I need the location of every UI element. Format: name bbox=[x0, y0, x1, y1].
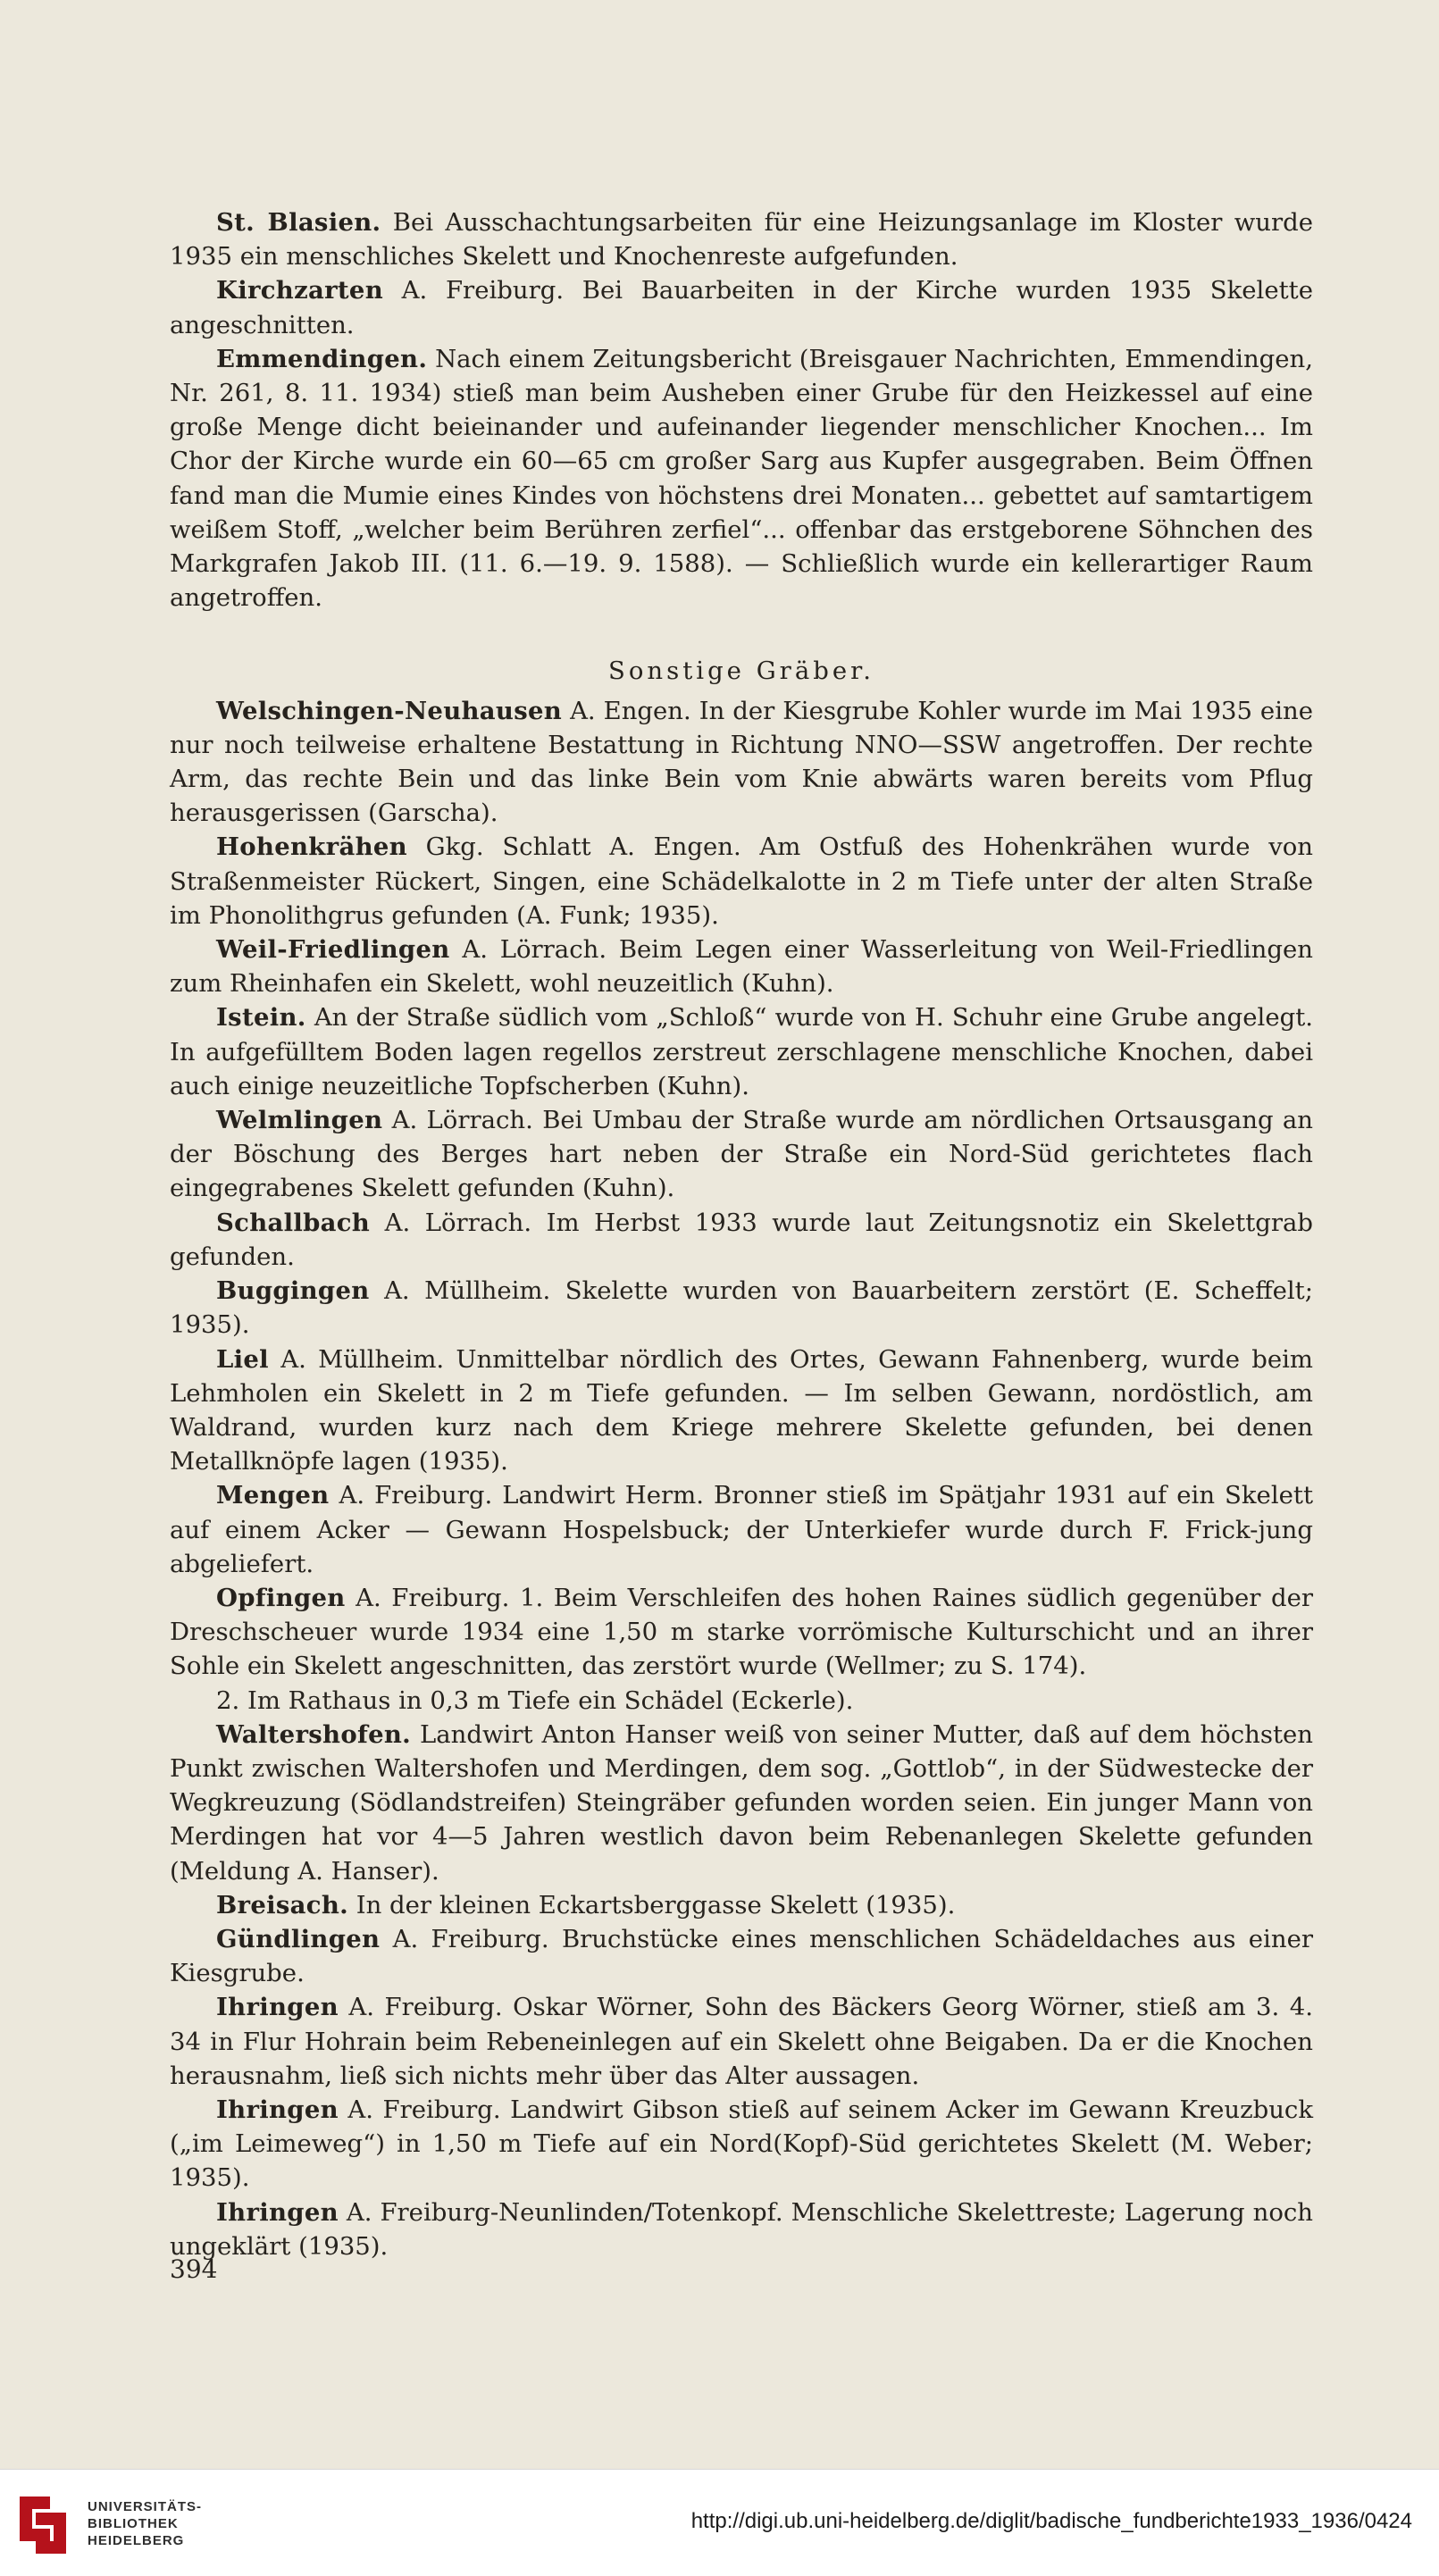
entry-text: A. Freiburg. Bruchstücke eines menschlichen Schädeldaches aus einer Kiesgrube. bbox=[170, 1924, 1313, 1988]
entry-paragraph bbox=[170, 1922, 1313, 1990]
entry-paragraph bbox=[170, 2093, 1313, 2195]
entry-text: A. Freiburg. Oskar Wörner, Sohn des Bäckers Georg Wörner, stieß am 3. 4. 34 in Flur Hohrain beim Rebeneinlegen auf ein Skelett ohne Beigaben. Da er die Knochen herausnahm, ließ sich nichts mehr über das Alter aussagen. bbox=[170, 1993, 1313, 2090]
entry-place-name: Emmendingen. bbox=[216, 344, 428, 373]
entry-place-name: Opfingen bbox=[216, 1583, 346, 1612]
entry-place-name: Ihringen bbox=[216, 1993, 339, 2022]
entry-place-name: Weil-Friedlingen bbox=[216, 935, 450, 965]
entry-place-name: Waltershofen. bbox=[216, 1719, 412, 1749]
entry-paragraph bbox=[170, 1990, 1313, 2093]
entry-place-name: Liel bbox=[216, 1344, 269, 1374]
entry-place-name: Mengen bbox=[216, 1481, 330, 1510]
entry-paragraph bbox=[170, 273, 1313, 341]
entry-paragraph bbox=[170, 342, 1313, 615]
entry-paragraph bbox=[170, 1581, 1313, 1684]
entry-place-name: Ihringen bbox=[216, 2197, 339, 2227]
logo-line: HEIDELBERG bbox=[88, 2533, 185, 2548]
entry-text: A. Freiburg. Landwirt Herm. Bronner stieß im Spätjahr 1931 auf ein Skelett auf einem Acker — Gewann Hospelsbuck; der Unterkiefer wurde durch F. Frick-jung abgeliefert. bbox=[170, 1481, 1313, 1578]
entry-place-name: Breisach. bbox=[216, 1890, 348, 1919]
entry-text: 2. Im Rathaus in 0,3 m Tiefe ein Schädel (Eckerle). bbox=[216, 1685, 854, 1715]
entry-place-name: Welmlingen bbox=[216, 1106, 383, 1135]
entry-place-name: Welschingen-Neuhausen bbox=[216, 696, 563, 725]
entry-place-name: Hohenkrähen bbox=[216, 832, 407, 862]
entry-paragraph bbox=[170, 205, 1313, 273]
entry-paragraph bbox=[170, 1684, 1313, 1718]
entry-paragraph bbox=[170, 1342, 1313, 1479]
library-logo[interactable] bbox=[14, 2489, 389, 2561]
university-library-logo-icon bbox=[14, 2489, 71, 2561]
entry-text: A. Freiburg. Bei Bauarbeiten in der Kirche wurden 1935 Skelette angeschnitten. bbox=[170, 276, 1313, 339]
entry-paragraph bbox=[170, 933, 1313, 1000]
entry-text: Landwirt Anton Hanser weiß von seiner Mutter, daß auf dem höchsten Punkt zwischen Waltershofen und Merdingen, dem sog. „Gottlob“, in der Südwestecke der Wegkreuzung (Södlandstreifen) Steingräber gefunden worden seien. Ein junger Mann von Merdingen hat vor 4—5 Jahren westlich davon beim Rebenanlegen Skelette gefunden (Meldung A. Hanser). bbox=[170, 1719, 1313, 1886]
entry-text: A. Lörrach. Bei Umbau der Straße wurde am nördlichen Ortsausgang an der Böschung des Berges hart neben der Straße ein Nord-Süd gerichtetes flach eingegrabenes Skelett gefunden (Kuhn). bbox=[170, 1106, 1313, 1203]
entry-text: A. Freiburg. 1. Beim Verschleifen des hohen Raines südlich gegenüber der Dreschscheuer wurde 1934 eine 1,50 m starke vorrömische Kulturschicht und an ihrer Sohle ein Skelett angeschnitten, das zerstört wurde (Wellmer; zu S. 174). bbox=[170, 1583, 1313, 1681]
entry-paragraph bbox=[170, 1274, 1313, 1342]
entry-paragraph bbox=[170, 1718, 1313, 1888]
entry-paragraph bbox=[170, 1478, 1313, 1581]
entry-text: A. Freiburg. Landwirt Gibson stieß auf seinem Acker im Gewann Kreuzbuck („im Leimeweg“) in 1,50 m Tiefe auf ein Nord(Kopf)-Süd gerichtetes Skelett (M. Weber; 1935). bbox=[170, 2095, 1313, 2193]
logo-text bbox=[88, 2498, 202, 2549]
entry-place-name: St. Blasien. bbox=[216, 208, 381, 237]
entry-place-name: Kirchzarten bbox=[216, 276, 383, 305]
entry-text: Gkg. Schlatt A. Engen. Am Ostfuß des Hohenkrähen wurde von Straßenmeister Rückert, Singen, eine Schädelkalotte in 2 m Tiefe unter der alten Straße im Phonolithgrus gefunden (A. Funk; 1935). bbox=[170, 832, 1313, 930]
entry-text: A. Müllheim. Unmittelbar nördlich des Ortes, Gewann Fahnenberg, wurde beim Lehmholen ein Skelett in 2 m Tiefe gefunden. — Im selben Gewann, nordöstlich, am Waldrand, wurden kurz nach dem Kriege mehrere Skelette gefunden, bei denen Metallknöpfe lagen (1935). bbox=[170, 1344, 1313, 1476]
entry-text: A. Müllheim. Skelette wurden von Bauarbeitern zerstört (E. Scheffelt; 1935). bbox=[170, 1276, 1313, 1340]
entry-text: In der kleinen Eckartsberggasse Skelett (1935). bbox=[348, 1890, 956, 1919]
entries-other bbox=[170, 694, 1313, 2263]
entry-place-name: Gündlingen bbox=[216, 1924, 381, 1953]
entry-text: A. Engen. In der Kiesgrube Kohler wurde im Mai 1935 eine nur noch teilweise erhaltene Bestattung in Richtung NNO—SSW angetroffen. Der rechte Arm, das rechte Bein und das linke Bein vom Knie abwärts waren bereits vom Pflug herausgerissen (Garscha). bbox=[170, 696, 1313, 828]
entry-text: A. Lörrach. Beim Legen einer Wasserleitung von Weil-Friedlingen zum Rheinhafen ein Skelett, wohl neuzeitlich (Kuhn). bbox=[170, 935, 1313, 999]
page-number: 394 bbox=[170, 2254, 218, 2284]
entries-top bbox=[170, 205, 1313, 615]
entry-place-name: Schallbach bbox=[216, 1208, 371, 1237]
logo-line: BIBLIOTHEK bbox=[88, 2516, 179, 2531]
footer-bar bbox=[0, 2469, 1439, 2576]
entry-place-name: Buggingen bbox=[216, 1276, 370, 1306]
entry-paragraph bbox=[170, 1000, 1313, 1103]
entry-paragraph bbox=[170, 1888, 1313, 1922]
entry-paragraph bbox=[170, 1206, 1313, 1274]
entry-text: Nach einem Zeitungsbericht (Breisgauer Nachrichten, Emmendingen, Nr. 261, 8. 11. 1934) stieß man beim Ausheben einer Grube für den Heizkessel auf eine große Menge dicht beieinander und aufeinander liegender menschlicher Knochen... Im Chor der Kirche wurde ein 60—65 cm großer Sarg aus Kupfer ausgegraben. Beim Öffnen fand man die Mumie eines Kindes von höchstens drei Monaten... gebettet auf samtartigem weißem Stoff, „welcher beim Berühren zerfiel“... offenbar das erstgeborene Söhnchen des Markgrafen Jakob III. (11. 6.—19. 9. 1588). — Schließlich wurde ein kellerartiger Raum angetroffen. bbox=[170, 344, 1313, 613]
page-text bbox=[170, 205, 1313, 2263]
entry-place-name: Ihringen bbox=[216, 2095, 339, 2124]
section-heading: Sonstige Gräber. bbox=[608, 657, 874, 686]
entry-paragraph bbox=[170, 2195, 1313, 2263]
entry-paragraph bbox=[170, 1103, 1313, 1206]
entry-place-name: Istein. bbox=[216, 1003, 306, 1033]
entry-text: An der Straße südlich vom „Schloß“ wurde von H. Schuhr eine Grube angelegt. In aufgefülltem Boden lagen regellos zerstreut zerschlagene menschliche Knochen, dabei auch einige neuzeitliche Topfscherben (Kuhn). bbox=[170, 1003, 1313, 1100]
entry-text: A. Freiburg-Neunlinden/Totenkopf. Menschliche Skelettreste; Lagerung noch ungeklärt (1935). bbox=[170, 2197, 1313, 2261]
source-url-link[interactable]: http://digi.ub.uni-heidelberg.de/diglit/badische_fundberichte1933_1936/0424 bbox=[690, 2509, 1412, 2533]
entry-text: Bei Ausschachtungsarbeiten für eine Heizungsanlage im Kloster wurde 1935 ein menschliches Skelett und Knochenreste aufgefunden. bbox=[170, 208, 1314, 272]
entry-paragraph bbox=[170, 694, 1313, 831]
logo-line: UNIVERSITÄTS- bbox=[88, 2499, 203, 2514]
entry-paragraph bbox=[170, 830, 1313, 933]
entry-text: A. Lörrach. Im Herbst 1933 wurde laut Zeitungsnotiz ein Skelettgrab gefunden. bbox=[170, 1208, 1313, 1271]
